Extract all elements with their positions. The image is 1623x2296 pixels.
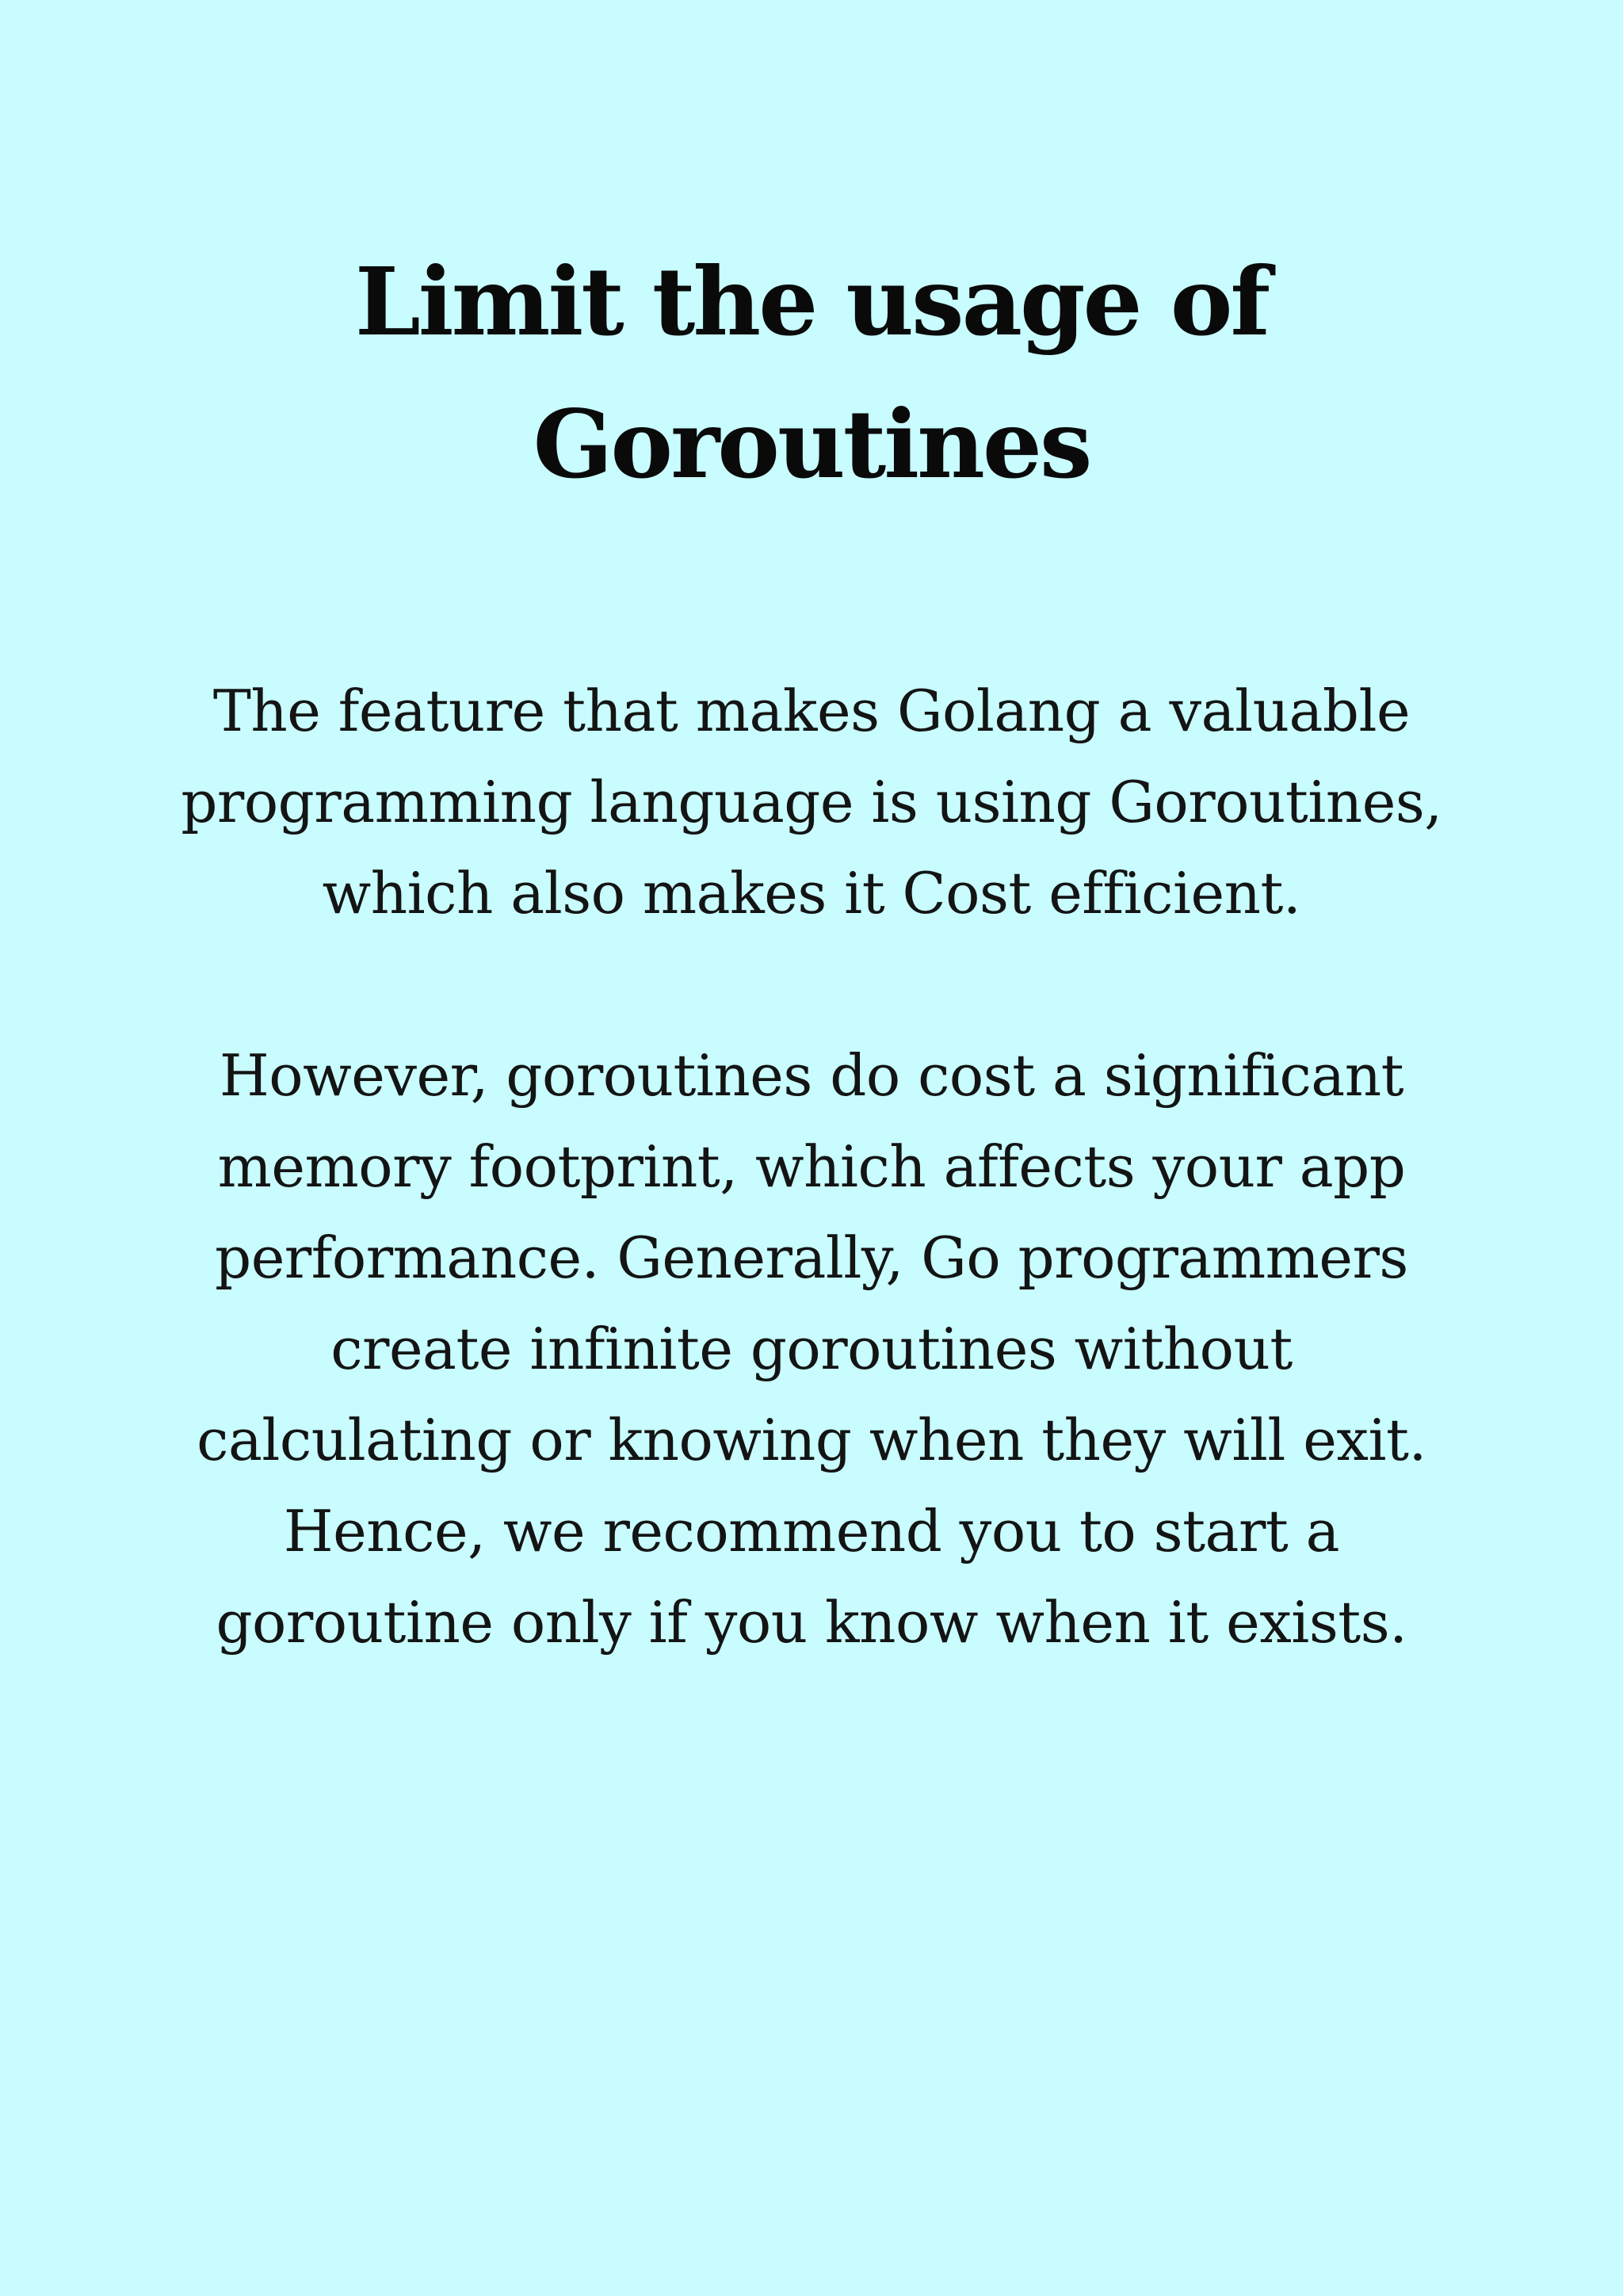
- paragraph-line: create infinite goroutines without: [330, 1316, 1293, 1382]
- paragraph-line: goroutine only if you know when it exists.: [216, 1589, 1407, 1656]
- paragraph-intro: [0, 666, 1623, 939]
- paragraph-line: performance. Generally, Go programmers: [215, 1224, 1408, 1291]
- paragraph-line: programming language is using Goroutines,: [181, 769, 1442, 835]
- paragraph-line: Hence, we recommend you to start a: [283, 1498, 1340, 1564]
- title-line-1: Limit the usage of: [354, 246, 1269, 357]
- paragraph-line: which also makes it Cost efficient.: [322, 860, 1301, 926]
- paragraph-line: memory footprint, which affects your app: [217, 1133, 1406, 1200]
- paragraph-line: The feature that makes Golang a valuable: [212, 678, 1411, 744]
- paragraph-line: calculating or knowing when they will exit.: [197, 1407, 1426, 1473]
- paragraph-warning: [0, 1030, 1623, 1668]
- page-title: [0, 231, 1623, 516]
- paragraph-line: However, goroutines do cost a significant: [219, 1042, 1404, 1109]
- title-line-2: Goroutines: [533, 389, 1090, 500]
